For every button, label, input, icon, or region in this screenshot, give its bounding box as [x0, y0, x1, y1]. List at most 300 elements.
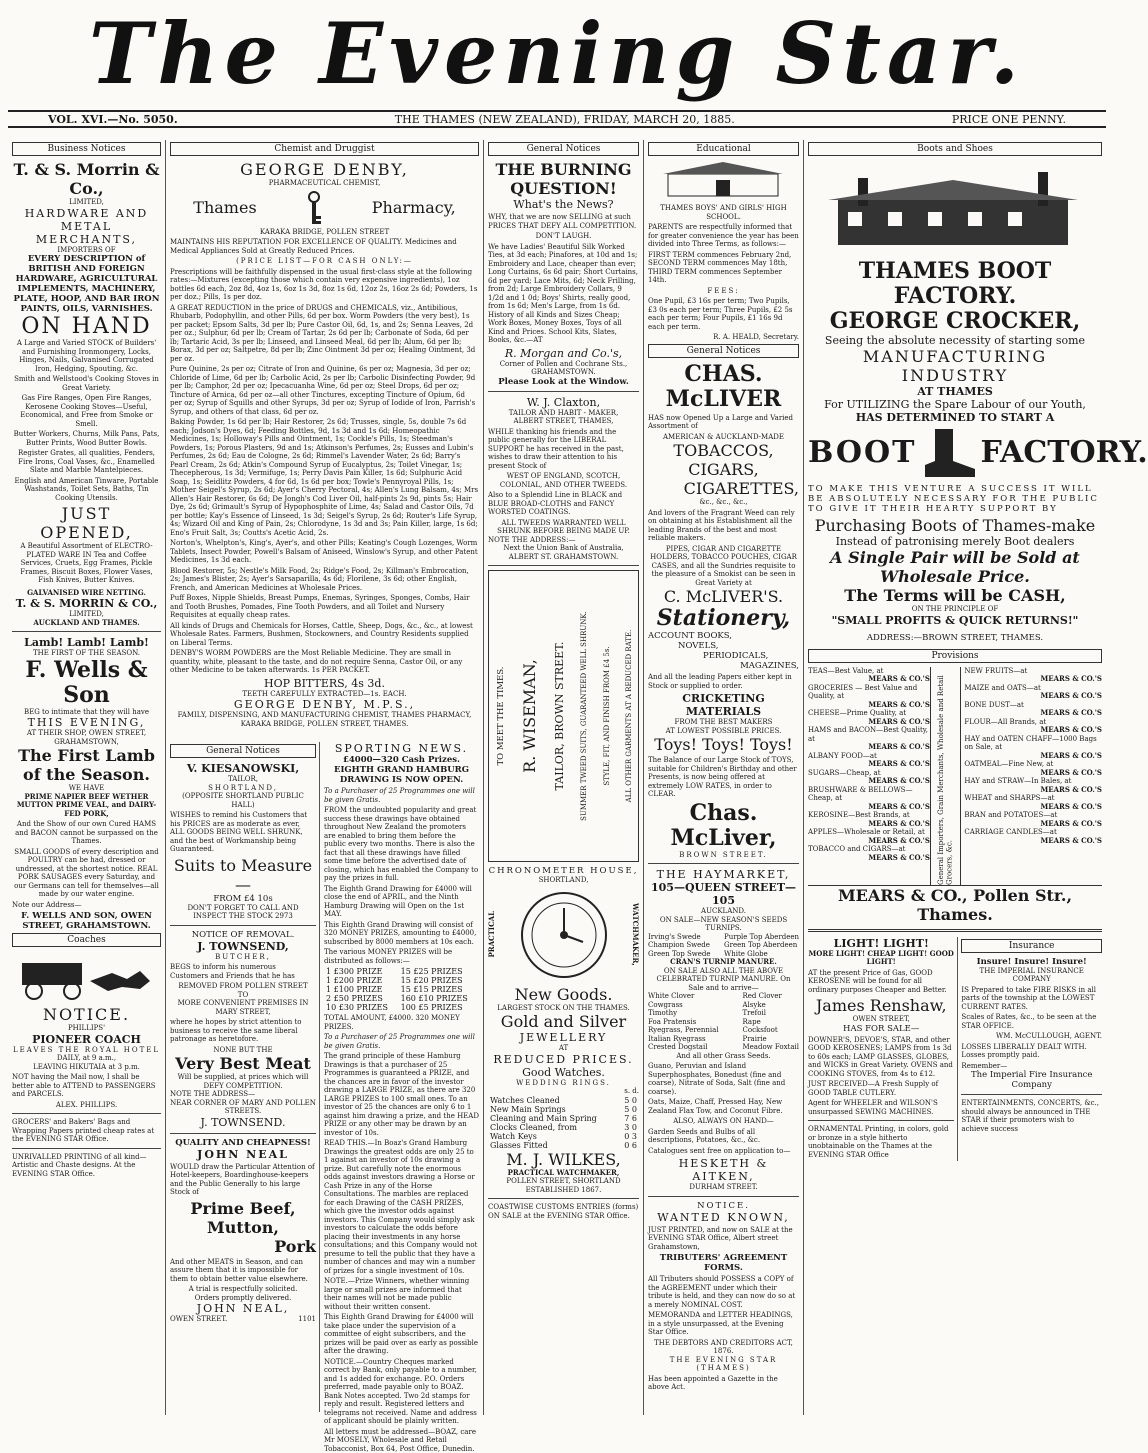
cricketing-materials: CRICKETING MATERIALS: [648, 692, 799, 718]
wire-netting: GALVANISED WIRE NETTING.: [12, 589, 161, 598]
trade-line: HARDWARE AND METAL: [12, 207, 161, 233]
crans-manure: CRAN'S TURNIP MANURE.: [648, 958, 799, 967]
prov-mears: MEARS & CO.'S: [808, 820, 930, 829]
tailor-title: TAILOR,: [170, 775, 316, 784]
novels: NOVELS,: [648, 641, 799, 651]
single-pair: A Single Pair will be Sold at Wholesale Price.: [808, 548, 1102, 586]
watch-icon: [519, 890, 609, 980]
fees-heading: FEES:: [648, 287, 799, 296]
best-makers: FROM THE BEST MAKERS: [648, 718, 799, 727]
chemist-family: FAMILY, DISPENSING, AND MANUFACTURING CHEMIST, THAMES PHARMACY,: [170, 711, 479, 720]
price-value: 0 3: [619, 1132, 639, 1141]
chemist-address: KARAKA BRIDGE, POLLEN STREET, THAMES.: [170, 720, 479, 729]
debtors-act: THE DEBTORS AND CREDITORS ACT, 1876.: [648, 1339, 799, 1356]
section-header: Chemist and Druggist: [170, 142, 479, 156]
morgan-address: Corner of Pollen and Cochrane Sts., GRAHAMSTOWN.: [488, 360, 639, 377]
notice-text: WOULD draw the Particular Attention of Hotel-keepers, Boardinghouse-keepers and the Public Generally to his large Stock of: [170, 1163, 316, 1197]
american-text: AMERICAN & AUCKLAND-MADE: [648, 433, 799, 442]
suits-heading: Suits to Measure—: [170, 856, 316, 894]
practical-watchmaker: PRACTICAL WATCHMAKER,: [488, 1169, 639, 1178]
magazines: MAGAZINES,: [648, 661, 799, 671]
renshaw-name: James Renshaw,: [808, 996, 954, 1015]
prize-cell: 15 £25 PRIZES: [399, 967, 479, 976]
mears-address: MEARS & CO., Pollen Str., Thames.: [808, 886, 1102, 924]
notice-text: HAS now Opened Up a Large and Varied Assortment of: [648, 414, 799, 431]
on-hand-heading: ON HAND: [12, 314, 161, 339]
notice-text: TO MAKE THIS VENTURE A SUCCESS IT WILL BE ABSOLUTELY NECESSARY FOR THE PUBLIC TO GIVE IT THEIR HEARTY SUPPORT BY: [808, 484, 1102, 514]
price-item: Glasses Fitted: [488, 1141, 619, 1150]
notice-text: Gas Fire Ranges, Open Fire Ranges, Kerosene Cooking Stoves—Useful, Economical, and Free from Smoke or Smell.: [12, 394, 161, 428]
issue-date: THE THAMES (NEW ZEALAND), FRIDAY, MARCH 20, 1885.: [395, 113, 735, 126]
prov-mears: MEARS & CO.'S: [808, 760, 930, 769]
prov-item: APPLES—Wholesale or Retail, at: [808, 828, 930, 837]
chemist-address: KARAKA BRIDGE, POLLEN STREET: [170, 228, 479, 237]
best-meat: Very Best Meat: [170, 1054, 316, 1073]
shortland: SHORTLAND,: [488, 876, 639, 885]
price-value: 3 0: [619, 1123, 639, 1132]
price-item: Watches Cleaned: [488, 1096, 619, 1105]
section-header: General Notices: [648, 344, 799, 358]
removed-text: REMOVED FROM POLLEN STREET: [170, 982, 316, 991]
notice-text: ENTERTAINMENTS, CONCERTS, &c., should always be announced in THE STAR if their promoters wish to achieve success: [961, 1099, 1102, 1133]
pioneer-coach: PIONEER COACH: [12, 1033, 161, 1046]
imperial-name: THE IMPERIAL INSURANCE COMPANY: [961, 967, 1102, 984]
notice-heading: NOTICE.: [648, 1201, 799, 1211]
imperial-name: The Imperial Fire Insurance Company: [961, 1070, 1102, 1090]
teeth-text: TEETH CAREFULLY EXTRACTED—1s. EACH.: [170, 690, 479, 699]
column-chemist: [166, 140, 484, 1415]
clover-list: White Clover Cowgrass Timothy Foa Pratensis Ryegrass, Perennial Italian Ryegrass Crested Dogstail: [648, 992, 719, 1052]
provisions-right: [961, 667, 1102, 885]
school-name: THAMES BOYS' AND GIRLS' HIGH SCHOOL.: [648, 204, 799, 221]
section-header: General Notices: [488, 142, 639, 156]
toys-heading: Toys! Toys! Toys!: [648, 735, 799, 754]
notice-text: To a Purchaser of 25 Programmes one will be given Gratis.: [324, 787, 479, 804]
tweeds-warranted: ALL TWEEDS WARRANTED WELL SHRUNK BEFORE BEING MADE UP.: [488, 519, 639, 536]
notice-text: Smith and Wellstood's Cooking Stoves in Great Variety.: [12, 375, 161, 392]
butcher-title: BUTCHER,: [170, 953, 316, 962]
owen-street: OWEN STREET,: [808, 1015, 954, 1024]
prov-mears: MEARS & CO.'S: [964, 786, 1102, 795]
column-business: [8, 140, 166, 1415]
seeds-list: Irving's Swede Champion Swede Green Top Swede: [648, 933, 711, 959]
prov-mears: MEARS & CO.'S: [964, 709, 1102, 718]
factory-word: FACTORY.: [981, 436, 1148, 470]
wiseman-box: [488, 570, 639, 862]
wells-text: BEG to intimate that they will have: [12, 708, 161, 717]
opposite: (OPPOSITE SHORTLAND PUBLIC HALL): [170, 792, 316, 809]
notice-text: English and American Tinware, Portable Washstands, Toilet Sets, Baths, Tin Cooking Utensils.: [12, 477, 161, 503]
crocker-name: GEORGE CROCKER,: [808, 309, 1102, 334]
notice-text: PARENTS are respectfully informed that for greater convenience the year has been divided into Three Terms, as follows:—: [648, 223, 799, 249]
pipes-text: PIPES, CIGAR AND CIGARETTE HOLDERS, TOBACCO POUCHES, CIGAR CASES, and all the Sundries requisite to the pleasure of a Smokist can be seen in Great Variety at: [648, 545, 799, 588]
hop-bitters: HOP BITTERS, 4s 3d.: [170, 677, 479, 690]
prov-mears: MEARS & CO.'S: [808, 777, 930, 786]
notice-text: MEMORANDA and LETTER HEADINGS, in a style unsurpassed, at the Evening Star Office.: [648, 1311, 799, 1337]
prov-item: CHEESE—Prime Quality, at: [808, 709, 930, 718]
notice-heading: NOTICE.: [12, 1005, 161, 1024]
section-header: Boots and Shoes: [808, 142, 1102, 156]
trade-line: MERCHANTS,: [12, 233, 161, 246]
insurance-ad: [958, 937, 1102, 1162]
hesketh-aitken: HESKETH & AITKEN,: [648, 1157, 799, 1183]
account-books: ACCOUNT BOOKS,: [648, 631, 799, 641]
thames-word: Thames: [193, 198, 256, 217]
light-heading: LIGHT! LIGHT!: [808, 937, 954, 950]
daily-text: DAILY, at 9 a.m.,: [12, 1054, 161, 1063]
subcolumn-sporting: [324, 742, 479, 1412]
prov-item: OATMEAL—Fine New, at: [964, 760, 1102, 769]
provisions-left: [808, 667, 930, 885]
notice-text: All Tributers should POSSESS a COPY of the AGREEMENT under which their tribute is held, and they can now do so at a merely NOMINAL COST.: [648, 1275, 799, 1309]
chemist-body: Pure Quinine, 2s per oz; Citrate of Iron and Quinine, 6s per oz; Magnesia, 3d per oz; Chloride of Lime, 6d per lb; Carbolic Acid, 2s per lb; Carbolic Disinfecting Powder, 9d per lb; Camphor, 2d per oz; Ipecacuanha Wine, 6d per oz; Steel Drops, 6d per oz; Tincture of Arnica, 6d per oz—all other Tinctures, excepting Tincture of Opium, 6d per oz; Syrup of Squills and other Syrups, 3d per oz; Syrup of Iodide of Iron, Parrish's Syrup, and others of that class, 6d per oz.: [170, 365, 479, 416]
practical-label: PRACTICAL: [488, 911, 497, 958]
just-opened-heading: JUST OPENED,: [12, 504, 161, 542]
notice-text: COASTWISE CUSTOMS ENTRIES (forms) ON SALE at the EVENING STAR Office.: [488, 1203, 639, 1220]
chemist-title: PHARMACEUTICAL CHEMIST,: [170, 179, 479, 188]
chemist-body: A GREAT REDUCTION in the price of DRUGS and CHEMICALS, viz., Antibilious, Rhubarb, Podophyllin, and other Pills, 6d per box. Worm Powders (the very best), 1s per packet; Epsom Salts, 3d per lb; Pure Castor Oil, 6d, 1s, and 2s; Senna Leaves, 2d per oz.; Sulphur, 6d per lb; Cream of Tartar, 2s 6d per lb; Carbonate of Soda, 6d per lb; Tartaric Acid, 3s per lb; Linseed, and Linseed Meal, 6d per lb; Alum, 6d per lb; Borax, 3d per oz; Saltpetre, 8d per lb; Zinc Ointment 3d per oz; Healing Ointment, 3d per oz.: [170, 304, 479, 364]
periodicals: PERIODICALS,: [648, 651, 799, 661]
price-item: Clocks Cleaned, from: [488, 1123, 619, 1132]
notice-text: NOTE.—Prize Winners, whether winning large or small prizes are informed that their names will not be made public without their written consent.: [324, 1277, 479, 1311]
boot-address: ADDRESS:—BROWN STREET, THAMES.: [808, 633, 1102, 643]
none-but: NONE BUT THE: [170, 1046, 316, 1055]
prov-item: TOBACCO and CIGARS—at: [808, 845, 930, 854]
notice-text: AT the present Price of Gas, GOOD KEROSENE will be found for all ordinary purposes Cheaper and Better.: [808, 969, 954, 995]
notice-text: The grand principle of these Hamburg Drawings is that a purchaser of 25 Programmes is guaranteed a PRIZE, and the chances are in favor of the investor drawing a LARGE PRIZE, as there are 320 LARGE PRIZES to 100 small ones. To an investor of 25 the chances are only 6 to 1 against him drawing a prize, and the HEAD PRIZE or any other may be drawn by an investor of 10s.: [324, 1052, 479, 1137]
terms-cash: The Terms will be CASH,: [808, 586, 1102, 605]
prov-mears: MEARS & CO.'S: [808, 743, 930, 752]
prov-item: SUGARS—Cheap, at: [808, 769, 930, 778]
notice-text: WISHES to remind his Customers that his PRICES are as moderate as ever, ALL GOODS BEING WELL SHRUNK, and the best of Workmanship being Guaranteed.: [170, 811, 316, 854]
burning-question: THE BURNING QUESTION!: [488, 160, 639, 198]
established: ESTABLISHED 1867.: [488, 1186, 639, 1195]
notice-text: And all the leading Papers either kept in Stock or supplied to order.: [648, 673, 799, 690]
prov-item: WHEAT and SHARPS—at: [964, 794, 1102, 803]
prov-mears: MEARS & CO.'S: [808, 675, 930, 684]
claxton-street: ALBERT STREET, THAMES,: [488, 417, 639, 426]
prize-cell: 160 £10 PRIZES: [399, 994, 479, 1003]
notice-text: To a Purchaser of 25 Programmes one will be given Gratis.: [324, 1033, 479, 1050]
section-header: Insurance: [961, 939, 1102, 953]
price-item: Watch Keys: [488, 1132, 619, 1141]
newspaper-title: The Evening Star.: [0, 0, 1114, 108]
prov-mears: MEARS & CO.'S: [808, 854, 930, 863]
prov-mears: MEARS & CO.'S: [964, 675, 1102, 684]
volume-number: VOL. XVI.—No. 5050.: [48, 113, 178, 126]
phillips: PHILLIPS': [12, 1024, 161, 1033]
claxton-address: Next the Union Bank of Australia, ALBERT ST. GRAHAMSTOWN.: [488, 544, 639, 561]
prov-item: NEW FRUITS—at: [964, 667, 1102, 676]
mutton: Mutton,: [170, 1218, 316, 1237]
address-label: Note our Address—: [12, 901, 161, 910]
on-hand-text: A Large and Varied STOCK of Builders' and Furnishing Ironmongery, Locks, Hinges, Nails, Galvanised Corrugated Iron, Hedging, Spouting, &c.: [12, 339, 161, 373]
wilkes-name: M. J. WILKES,: [488, 1150, 639, 1169]
cigarettes: CIGARETTES,: [648, 479, 799, 498]
column-educational: [644, 140, 804, 1415]
notice-text: The Eighth Grand Drawing for £4000 will close the end of APRIL, and the Ninth Hamburg Drawing will Open on the 1st MAY.: [324, 885, 479, 919]
notice-text: Also to a Splendid Line in BLACK and BLUE BROAD-CLOTHS and FANCY WORSTED COATINGS.: [488, 491, 639, 517]
firm-name: T. & S. MORRIN & CO.,: [12, 597, 161, 610]
shop-address: AT THEIR SHOP, OWEN STREET, GRAHAMSTOWN,: [12, 729, 161, 746]
notice-text: Scales of Rates, &c., to be seen at the STAR OFFICE.: [961, 1013, 1102, 1030]
notice-text: This Eighth Grand Drawing for £4000 will take place under the supervision of a committee of eight subscribers, and the prizes will be paid over as early as possible after the drawing.: [324, 1313, 479, 1356]
price-value: 5 0: [619, 1105, 639, 1114]
determined: HAS DETERMINED TO START A: [808, 411, 1102, 424]
has-for-sale: HAS FOR SALE—: [808, 1024, 954, 1034]
claxton-name: W. J. Claxton,: [488, 396, 639, 409]
notice-text: FROM the undoubted popularity and great success these drawings have obtained throughout New Zealand the promoters are enabled to bring them before the public every two months. There is also the fact that all these drawings have filled some time before the advertised date of closing, which has enabled the Company to pay the prizes in full.: [324, 806, 479, 883]
key-icon: [303, 190, 325, 226]
signature: WM. McCULLOUGH, AGENT.: [961, 1032, 1102, 1041]
prov-item: ALBANY FOOD—at: [808, 752, 930, 761]
we-have: WE HAVE: [12, 784, 161, 793]
prize-cell: 15 £20 PRIZES: [399, 976, 479, 985]
notice-text: BEGS to inform his numerous Customers and Friends that he has: [170, 963, 316, 980]
the-star: THE EVENING STAR (THAMES): [648, 1356, 799, 1373]
prize-cell: 1 £200 PRIZE: [324, 976, 399, 985]
notice-text: Guano, Peruvian and Island Superphosphates, Bonedust (fine and coarse), Nitrate of Soda, Salt (fine and coarse).: [648, 1062, 799, 1096]
notice-text: LOSSES LIBERALLY DEALT WITH. Losses promptly paid.: [961, 1043, 1102, 1060]
notice-text: The Balance of our Large Stock of TOYS, suitable for Children's Birthday and other Presents, is now being offered at extremely LOW RATES, in order to CLEAR.: [648, 756, 799, 799]
prize-cell: 1 £300 PRIZE: [324, 967, 399, 976]
mcliver-name: Chas. McLiver,: [648, 801, 799, 851]
prov-item: TEAS—Best Value, at: [808, 667, 930, 676]
columns: [8, 140, 1106, 1415]
section-header: General Notices: [170, 744, 316, 758]
notice-text: NOT having the Mail now, I shall be better able to ATTEND to PASSENGERS and PARCELS.: [12, 1073, 161, 1099]
masthead: [0, 0, 1114, 108]
vertical-text: R. WISEMAN,: [520, 659, 539, 773]
reduced-prices: REDUCED PRICES.: [488, 1053, 639, 1066]
notice-text: And lovers of the Fragrant Weed can rely on obtaining at his Establishment all the leading Brands of the best and most reliable makers.: [648, 509, 799, 543]
lamb-sub: THE FIRST OF THE SEASON.: [12, 649, 161, 658]
dont-laugh: DON'T LAUGH.: [488, 232, 639, 241]
purchasing: Purchasing Boots of Thames-make: [808, 516, 1102, 535]
section-header: Coaches: [12, 933, 161, 947]
column-general: [484, 140, 644, 1415]
notice-text: FIRST TERM commences February 2nd, SECOND TERM commences May 18th, THIRD TERM commences September 14th.: [648, 251, 799, 285]
orders-text: Orders promptly delivered.: [170, 1294, 316, 1303]
butcher-name: J. TOWNSEND,: [170, 940, 316, 953]
more-light: MORE LIGHT! CHEAP LIGHT! GOOD LIGHT!: [808, 950, 954, 967]
prime-beef: Prime Beef,: [170, 1199, 316, 1218]
prov-mears: MEARS & CO.'S: [964, 752, 1102, 761]
chemist-body: Prescriptions will be faithfully dispensed in the usual first-class style at the following rates:—Mixtures (excepting those which contain very expensive ingredients), 1oz bottles 6d each, 2oz 8d, 4oz 1s, 6oz 1s 3d, 8oz 1s 6d, 12oz 2s, 16oz 2s 6d; Powders, 1s per doz.; Pills, 1s per doz.: [170, 268, 479, 302]
pharmacy-word: Pharmacy,: [372, 198, 456, 217]
note-address: NOTE THE ADDRESS:—: [488, 536, 639, 545]
notice-text: This Eighth Grand Drawing will consist of 320 MONEY PRIZES, amounting to £4000, subscribed by 8000 members at 10s each.: [324, 921, 479, 947]
firm-limited: LIMITED,: [12, 610, 161, 619]
prov-item: CARRIAGE CANDLES—at: [964, 828, 1102, 837]
price-header: s. d.: [488, 1087, 639, 1096]
hikutaia-text: LEAVING HIKUTAIA at 3 p.m.: [12, 1063, 161, 1072]
grass-text: ON SALE ALSO ALL THE ABOVE CELEBRATED TURNIP MANURE. On Sale and to arrive—: [648, 967, 799, 993]
notice-text: Will be supplied, at prices which will DEFY COMPETITION.: [170, 1073, 316, 1090]
prov-mears: MEARS & CO.'S: [964, 820, 1102, 829]
stationery: Stationery,: [648, 606, 799, 631]
prov-mears: MEARS & CO.'S: [964, 692, 1102, 701]
clover-list: Red Clover Alsyke Trefoil Rape Cocksfoot Prairie Meadow Foxtail: [743, 992, 800, 1052]
price-item: New Main Springs: [488, 1105, 619, 1114]
signature: R. A. HEALD, Secretary.: [648, 333, 799, 342]
watchmaker-label: WATCHMAKER,: [631, 903, 640, 966]
gold-silver: Gold and Silver: [488, 1012, 639, 1031]
auckland: AUCKLAND.: [648, 907, 799, 916]
coach-icon: [12, 951, 160, 1001]
prov-middle: General Importers, Grain Merchants, Wholesale and Retail Grocers, &c.: [937, 667, 954, 885]
claxton-title: TAILOR AND HABIT - MAKER,: [488, 409, 639, 418]
electro-text: A Beautiful Assortment of ELECTRO-PLATED WARE IN Tea and Coffee Services, Cruets, Egg Frames, Pickle Frames, Biscuit Boxes, Flower Vases, Fish Knives, Butter Knives.: [12, 542, 161, 585]
queen-street: 105—QUEEN STREET—105: [648, 881, 799, 907]
prize-table: [324, 967, 479, 1012]
vertical-text: TAILOR, BROWN STREET.: [553, 642, 566, 791]
removal-heading: NOTICE OF REMOVAL.: [170, 930, 316, 940]
neal-name: JOHN NEAL: [170, 1148, 316, 1161]
notice-text: One Pupil, £3 16s per term; Two Pupils, £3 0s each per term; Three Pupils, £2 5s each per term; Four Pupils, £1 16s 9d each per term.: [648, 297, 799, 331]
vertical-text: SUMMER TWEED SUITS, GUARANTEED WELL SHRUNK.: [580, 611, 589, 821]
haymarket: THE HAYMARKET,: [648, 868, 799, 881]
chemist-body: Baking Powder, 1s 6d per lb; Hair Restorer, 2s 6d; Trusses, single, 5s, double 7s 6d each; Jodson's Dyes, 6d; Feeding Bottles, 9d, 1s 3d and 1s 6d; Homeopathic Medicines, 1s; Holloway's Pills and Ointment, 1s; Cockle's Pills, 1s; Steedman's Powders, 1s; Porous Plasters, 9d and 1s; Atkinson's Perfumes, 2s; Eusses and Lubin's Perfumes, 2s 6d; Eau de Cologne, 2s 6d; Rimmel's Lavender Water, 2s 6d; Barry's Pearl Cream, 2s 6d; Atkin's Compound Syrup of Eucalyptus, 2s; Toilet Vinegar, 1s; Thecepherous, 1s 3d; Vermifuge, 1s; Perry Davis Pain Killer, 1s 6d; Sulphuric Acid Soap, 1s; Seidlitz Powders, 4 for 6d, 1s 6d per box; Towle's Pennyroyal Pills, 1s; Mother Seigel's Syrup, 2s 6d; Ayer's Cherry Pectoral, 4s; Allen's Lung Balsam, 4s; Mrs Allen's Hair Restorer, 6s 6d; De Jongh's Cod Liver Oil, half-pints 2s 9d, pints 5s; Hair Dye, 2s 6d; Grimault's Syrup of Hypophosphite of Lime, 4s; Salad and Castor Oils, 7d per bottle; Kay's Essence of Linseed, 1s 3d; Seigel's Syrup, 2s 6d; Router's Life Syrup, 4s; Wizard Oil and King of Pain, 2s; Chlorodyne, 1s 3d and 3s; Pain Killer, large, 1s 6d; Eno's Fruit Salt, 3s; Coutts's Acetic Acid, 2s.: [170, 418, 479, 537]
notice-text: MAINTAINS HIS REPUTATION FOR EXCELLENCE OF QUALITY. Medicines and Medical Appliances Sold at Greatly Reduced Prices.: [170, 238, 479, 255]
etc-text: &c., &c., &c.,: [648, 498, 799, 507]
notice-text: Has been appointed a Gazette in the above Act.: [648, 1375, 799, 1392]
prov-mears: MEARS & CO.'S: [808, 803, 930, 812]
cash-prizes: £4000—320 Cash Prizes.: [324, 755, 479, 765]
chemist-body: Puff Boxes, Nipple Shields, Breast Pumps, Enemas, Syringes, Sponges, Combs, Hair and Tooth Brushes, Pomades, Fine Tooth Powders, and all Toilet and Nursery Requisites at equally cheap rates.: [170, 594, 479, 620]
notice-text: We have Ladies' Beautiful Silk Worked Ties, at 3d each; Pinafores, at 10d and 1s; Embroidery and Lace, cheaper than ever; Long Curtains, 6s 6d pair; Short Curtains, 6d per yard; Lace Mits, 6d; Neck Frilling, from 2d; Large Embroidery Collars, 9 1/2d and 1 0d; Boys' Shirts, really good, from 1s 6d; Men's Large, from 1s 6d. History of all Kinds and Sizes Cheap; Work Boxes, Money Boxes, Toys of all Kind and Prices. School Kits, Slates, Books, &c.—AT: [488, 243, 639, 345]
remember: Remember—: [961, 1062, 1102, 1071]
prov-item: MAIZE and OATS—at: [964, 684, 1102, 693]
other-seeds: And all other Grass Seeds.: [648, 1052, 799, 1061]
cigars: CIGARS,: [648, 460, 799, 479]
price-value: 7 6: [619, 1114, 639, 1123]
prov-mears: MEARS & CO.'S: [808, 837, 930, 846]
price: PRICE ONE PENNY.: [952, 113, 1066, 126]
on-sale: ON SALE—NEW SEASON'S SEEDS: [648, 916, 799, 925]
chemist-name: GEORGE DENBY, M.P.S.,: [170, 698, 479, 711]
chemist-body: Blood Restorer, 5s; Nestle's Milk Food, 2s; Ridge's Food, 2s; Killman's Embrocation, 2s; James's Blister, 2s; Ayer's Sarsaparilla, 4s 6d; Florilene, 3s 6d; other English, French, and American Medicines at Wholesale Prices.: [170, 567, 479, 593]
light-ad: [808, 937, 958, 1162]
notice-text: The various MONEY PRIZES will be distributed as follows:—: [324, 948, 479, 965]
notice-text: TOTAL AMOUNT, £4000. 320 MONEY PRIZES.: [324, 1014, 479, 1031]
butcher-name: J. TOWNSEND.: [170, 1116, 316, 1129]
notice-text: READ THIS.—In Boaz's Grand Hamburg Drawings the greatest odds are only 25 to 1 against an investor of 10s drawing a prize. But carefully note the enormous odds against investors drawing a Horse or Cash Prize in any of the Horse Consultations. The marbles are replaced for each Drawing of the CASH PRIZES, which give the investor odds against investors. This Company would simply ask investors to calculate the odds before placing their investments in any horse consultations; and this Company would not presume to tell the public that they have a number of chances and may win a number of prizes for a single investment of 10s.: [324, 1139, 479, 1275]
notice-text: Agent for WHEELER and WILSON'S unsurpassed SEWING MACHINES.: [808, 1099, 954, 1116]
prov-item: HAY and STRAW—In Bales, at: [964, 777, 1102, 786]
factory-illustration-icon: [808, 160, 1098, 255]
prov-mears: MEARS & CO.'S: [964, 769, 1102, 778]
corner-text: NEAR CORNER OF MARY AND POLLEN STREETS.: [170, 1099, 316, 1116]
prov-item: BRAN and POTATOES—at: [964, 811, 1102, 820]
neal-name: JOHN NEAL,: [170, 1302, 316, 1315]
prov-mears: MEARS & CO.'S: [964, 837, 1102, 846]
notice-text: IS Prepared to take FIRE RISKS in all parts of the township at the LOWEST CURRENT RATES.: [961, 986, 1102, 1012]
pollen-street: POLLEN STREET, SHORTLAND: [488, 1177, 639, 1186]
price-list: (PRICE LIST—FOR CASH ONLY:—: [170, 257, 479, 266]
vertical-text: TO MEET THE TIMES.: [496, 667, 506, 766]
lowest-prices: AT LOWEST POSSIBLE PRICES.: [648, 727, 799, 736]
to-text: TO: [170, 991, 316, 1000]
eighth-drawing: EIGHTH GRAND HAMBURG DRAWING IS NOW OPEN.: [324, 765, 479, 785]
this-evening: THIS EVENING,: [12, 716, 161, 729]
also-hand: ALSO, ALWAYS ON HAND—: [648, 1117, 799, 1126]
utilizing: For UTILIZING the Spare Labour of our Youth,: [808, 398, 1102, 411]
insure-heading: Insure! Insure! Insure!: [961, 957, 1102, 967]
boot-factory-heading: THAMES BOOT FACTORY.: [808, 259, 1102, 309]
chemist-body: Norton's, Whelpton's, King's, Ayer's, and other Pills; Keating's Cough Lozenges, Worm Tablets, Insect Powder, Powell's Balsam of Aniseed, Winslow's Syrup, and other Patent Medicines, 1s 3d each.: [170, 539, 479, 565]
ad-number: 1101: [298, 1315, 316, 1324]
price-value: 0 6: [619, 1141, 639, 1150]
first-lamb: The First Lamb of the Season.: [12, 746, 161, 784]
tailor-name: V. KIESANOWSKI,: [170, 762, 316, 775]
notice-text: GROCERS' and Bakers' Bags and Wrapping Papers printed cheap rates at the EVENING STAR Office.: [12, 1118, 161, 1144]
bottom-section: [808, 937, 1102, 1162]
subcolumn-general: [170, 742, 320, 1412]
durham-street: DURHAM STREET.: [648, 1183, 799, 1192]
vertical-text: STYLE, FIT, AND FINISH FROM £4 5s.: [603, 646, 612, 785]
prov-item: GROCERIES — Best Value and Quality, at: [808, 684, 930, 701]
notice-text: All letters must be addressed—BOAZ, care Mr MOSELY, Wholesale and Retail Tobacconist, Box 64, Post Office, Dunedin.: [324, 1428, 479, 1453]
prov-item: FLOUR—All Brands, at: [964, 718, 1102, 727]
boot-word: BOOT: [808, 436, 917, 470]
wedding-rings: WEDDING RINGS.: [488, 1079, 639, 1088]
notice-text: DON'T FORGET TO CALL AND INSPECT THE STOCK 2973: [170, 904, 316, 921]
provisions-grid: [808, 667, 1102, 886]
notice-text: JUST PRINTED, and now on SALE at the EVENING STAR Office, Albert street Grahamstown,: [648, 1226, 799, 1252]
notice-text: Butter Workers, Churns, Milk Pans, Pats, Butter Prints, Wood Butter Bowls.: [12, 430, 161, 447]
firm-name: T. & S. Morrin & Co.,: [12, 160, 161, 198]
notice-text: Oats, Maize, Chaff, Pressed Hay, New Zealand Flax Tow, and Coconut Fibre.: [648, 1098, 799, 1115]
prov-mears: MEARS & CO.'S: [964, 726, 1102, 735]
largest-stock: LARGEST STOCK ON THE THAMES.: [488, 1004, 639, 1013]
notice-text: DOWNER'S, DEVOE'S, STAR, and other GOOD KEROSENES; LAMPS from 1s 3d to 60s each; LAMP GLASSES, GLOBES, and WICKS in Great Variety. OVENS and COOKING STOVES, from 4s to £12.: [808, 1036, 954, 1079]
section-header: Business Notices: [12, 142, 161, 156]
boot-icon: [917, 425, 981, 481]
notice-text: JUST RECEIVED—A Fresh Supply of GOOD TABLE CUTLERY.: [808, 1080, 954, 1097]
please-look: Please Look at the Window.: [488, 377, 639, 387]
chemist-name: GEORGE DENBY,: [170, 160, 479, 179]
price-item: Cleaning and Main Spring: [488, 1114, 619, 1123]
manufacturing: MANUFACTURING INDUSTRY: [808, 347, 1102, 385]
prize-cell: 2 £50 PRIZES: [324, 994, 399, 1003]
mcliver-name: CHAS. McLIVER: [648, 362, 799, 412]
morgan-name: R. Morgan and Co.'s,: [488, 347, 639, 360]
seeds-list: Purple Top Aberdeen Green Top Aberdeen White Globe: [724, 933, 799, 959]
small-profits: "SMALL PROFITS & QUICK RETURNS!": [808, 614, 1102, 627]
tobaccos: TOBACCOS,: [648, 441, 799, 460]
notice-text: ORNAMENTAL Printing, in colors, gold or bronze in a style hitherto unobtainable on the Thames at the EVENING STAR Office: [808, 1125, 954, 1159]
at-text: AT: [488, 1044, 639, 1053]
notice-text: NOTICE.—Country Cheques marked correct by Bank, only payable to a number, and 1s added for exchange. P.O. Orders preferred, made payable only to BOAZ. Bank Notes accepted. Two 2d stamps for reply and result. Registered letters and telegrams not received. Name and address of applicant should be plainly written.: [324, 1358, 479, 1426]
notice-text: Register Grates, all qualities, Fenders, Fire Irons, Coal Vases, &c., Enamelled Slate and Marble Mantelpieces.: [12, 449, 161, 475]
mcliver-name: C. McLIVER'S.: [648, 587, 799, 606]
trial-text: A trial is respectfully solicited.: [170, 1285, 316, 1294]
leaves-text: LEAVES THE ROYAL HOTEL: [12, 1046, 161, 1055]
firm-limited: LIMITED,: [12, 198, 161, 207]
quality-heading: QUALITY AND CHEAPNESS!: [170, 1138, 316, 1148]
vertical-text: ALL OTHER GARMENTS AT A REDUCED RATE.: [625, 630, 634, 803]
firm-description: EVERY DESCRIPTION of BRITISH AND FOREIGN HARDWARE, AGRICULTURAL IMPLEMENTS, MACHINERY, PLATE, HOOP, AND BAR IRON PAINTS, OILS, VARNISHES.: [12, 254, 161, 314]
notice-text: where he hopes by strict attention to business to receive the same liberal patronage as heretofore.: [170, 1018, 316, 1044]
price-value: 5 0: [619, 1096, 639, 1105]
wanted-known: WANTED KNOWN,: [648, 1211, 799, 1224]
notice-text: UNRIVALLED PRINTING of all kind—Artistic and Chaste designs. At the EVENING STAR Office.: [12, 1153, 161, 1179]
lamb-heading: Lamb! Lamb! Lamb!: [12, 636, 161, 649]
notice-text: WHILE thanking his friends and the public generally for the LIBERAL SUPPORT he has received in the past, wishes to draw their attention to his present Stock of: [488, 428, 639, 471]
prov-item: HAY and OATEN CHAFF—1000 Bags on Sale, at: [964, 735, 1102, 752]
chronometer-house: CHRONOMETER HOUSE,: [488, 866, 639, 876]
